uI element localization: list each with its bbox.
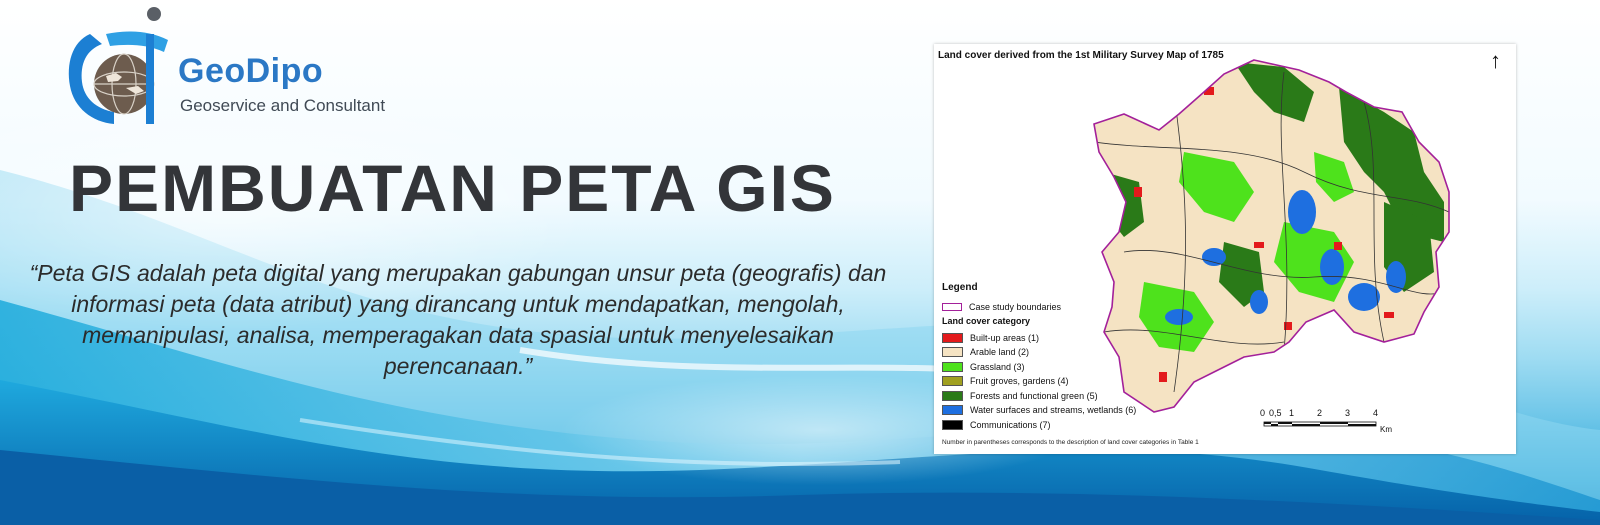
- legend-item: [942, 345, 1272, 360]
- legend-note: Number in parentheses corresponds to the description of land cover categories in Table 1: [942, 439, 1199, 446]
- legend-boundary-label: Case study boundaries: [969, 302, 1062, 313]
- legend-item: [942, 389, 1272, 404]
- legend-title: Legend: [942, 282, 978, 293]
- scale-label: 1: [1289, 408, 1295, 418]
- legend-category-header: Land cover category: [942, 315, 1031, 326]
- scale-label: 0,5: [1269, 408, 1282, 418]
- globe-logo-icon: [62, 4, 177, 134]
- brand-tagline: Geoservice and Consultant: [180, 96, 386, 115]
- scale-label: 4: [1373, 408, 1379, 418]
- scale-unit: Km: [1380, 425, 1392, 434]
- map-title: Land cover derived from the 1st Military Survey Map of 1785: [938, 50, 1224, 61]
- brand-logo[interactable]: [62, 4, 462, 134]
- legend-item-label: Water surfaces and streams, wetlands (6): [970, 405, 1137, 416]
- quote-text: “Peta GIS adalah peta digital yang merupakan gabungan unsur peta (geografis) dan informasi peta (data atribut) yang dirancang untuk mendapatkan, mengolah, memanipulasi, analisa, memperagakan data spasial untuk menyelesaikan perencanaan.”: [29, 260, 887, 379]
- scale-label: 0: [1260, 408, 1266, 418]
- legend-item: [942, 403, 1272, 418]
- legend-item: [942, 360, 1272, 375]
- legend-swatch: [942, 420, 963, 430]
- legend-items: [942, 331, 1272, 433]
- legend-item: [942, 331, 1272, 346]
- legend-item-label: Built-up areas (1): [970, 332, 1040, 343]
- scale-bar: [1260, 408, 1420, 438]
- legend-item-label: Fruit groves, gardens (4): [970, 376, 1069, 387]
- legend-boundary: [942, 300, 1272, 315]
- legend-item-label: Forests and functional green (5): [970, 390, 1098, 401]
- legend-swatch: [942, 333, 963, 343]
- legend-swatch: [942, 376, 963, 386]
- scale-bar-graphic: [1260, 408, 1420, 438]
- scale-label: 3: [1345, 408, 1351, 418]
- land-cover-map: [934, 44, 1516, 454]
- legend-swatch: [942, 347, 963, 357]
- boundary-swatch: [942, 303, 962, 311]
- legend-item-label: Communications (7): [970, 419, 1051, 430]
- legend-item: [942, 418, 1272, 433]
- page-title: PEMBUATAN PETA GIS: [69, 151, 836, 225]
- legend-swatch: [942, 405, 963, 415]
- legend-swatch: [942, 391, 963, 401]
- map-legend: [942, 282, 1272, 432]
- scale-label: 2: [1317, 408, 1323, 418]
- legend-swatch: [942, 362, 963, 372]
- legend-item-label: Arable land (2): [970, 347, 1030, 358]
- legend-item-label: Grassland (3): [970, 361, 1025, 372]
- north-arrow-icon: ↑: [1490, 48, 1501, 73]
- brand-name: GeoDipo: [178, 52, 324, 90]
- legend-item: [942, 374, 1272, 389]
